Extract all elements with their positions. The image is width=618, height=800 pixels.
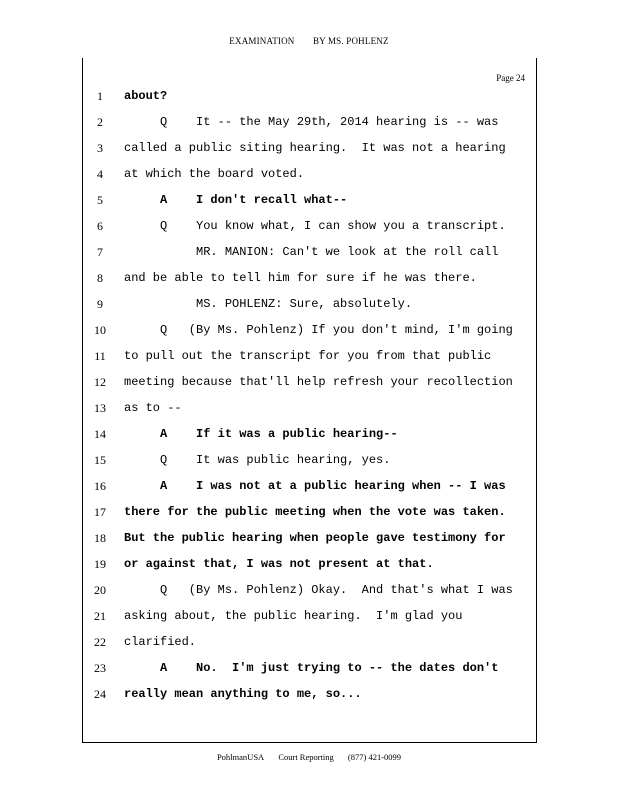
line-number: 12 (94, 375, 106, 389)
line-number: 21 (94, 609, 106, 623)
line-number: 3 (97, 141, 103, 155)
line-number: 16 (94, 479, 106, 493)
footer-service: Court Reporting (278, 752, 334, 762)
transcript-line: really mean anything to me, so... (124, 687, 362, 701)
line-number: 18 (94, 531, 106, 545)
transcript-line: Q (By Ms. Pohlenz) If you don't mind, I'm going (124, 323, 513, 337)
page-number: Page 24 (496, 73, 525, 83)
line-number: 1 (97, 89, 103, 103)
line-number: 19 (94, 557, 106, 571)
transcript-line: Q It -- the May 29th, 2014 hearing is -- was (124, 115, 499, 129)
line-number: 2 (97, 115, 103, 129)
transcript-line: MR. MANION: Can't we look at the roll call (124, 245, 499, 259)
line-number: 23 (94, 661, 106, 675)
transcript-line: Q It was public hearing, yes. (124, 453, 391, 467)
footer-company: PohlmanUSA (216, 752, 265, 762)
line-number: 6 (97, 219, 103, 233)
line-number: 9 (97, 297, 103, 311)
transcript-line: But the public hearing when people gave testimony for (124, 531, 506, 545)
transcript-line: A If it was a public hearing-- (124, 427, 398, 441)
transcript-line: about? (124, 89, 168, 103)
transcript-line: at which the board voted. (124, 167, 305, 181)
line-number: 13 (94, 401, 106, 415)
transcript-line: A I don't recall what-- (124, 193, 348, 207)
transcript-line: asking about, the public hearing. I'm glad you (124, 609, 463, 623)
transcript-line: to pull out the transcript for you from that public (124, 349, 492, 363)
line-number: 8 (97, 271, 103, 285)
transcript-line: as to -- (124, 401, 182, 415)
line-number: 14 (94, 427, 106, 441)
footer-phone: (877) 421-0099 (347, 752, 402, 762)
transcript-line: MS. POHLENZ: Sure, absolutely. (124, 297, 413, 311)
transcript-line: Q You know what, I can show you a transcript. (124, 219, 506, 233)
transcript-line: A I was not at a public hearing when -- I was (124, 479, 506, 493)
line-number: 4 (97, 167, 103, 181)
transcript-line: and be able to tell him for sure if he was there. (124, 271, 477, 285)
transcript-line: or against that, I was not present at that. (124, 557, 434, 571)
line-number: 11 (94, 349, 106, 363)
transcript-line: A No. I'm just trying to -- the dates don't (124, 661, 499, 675)
page-header (0, 36, 618, 46)
transcript-line: Q (By Ms. Pohlenz) Okay. And that's what I was (124, 583, 513, 597)
line-number: 10 (94, 323, 106, 337)
transcript-line: meeting because that'll help refresh your recollection (124, 375, 513, 389)
line-number: 24 (94, 687, 106, 701)
line-number: 22 (94, 635, 106, 649)
line-number: 7 (97, 245, 103, 259)
transcript-line: called a public siting hearing. It was not a hearing (124, 141, 506, 155)
transcript-line: there for the public meeting when the vote was taken. (124, 505, 506, 519)
header-section: EXAMINATION (229, 36, 295, 46)
transcript-line: clarified. (124, 635, 197, 649)
line-number: 5 (97, 193, 103, 207)
line-number: 20 (94, 583, 106, 597)
line-number: 17 (94, 505, 106, 519)
page-footer (0, 752, 618, 762)
header-examiner: BY MS. POHLENZ (312, 36, 389, 46)
line-number: 15 (94, 453, 106, 467)
